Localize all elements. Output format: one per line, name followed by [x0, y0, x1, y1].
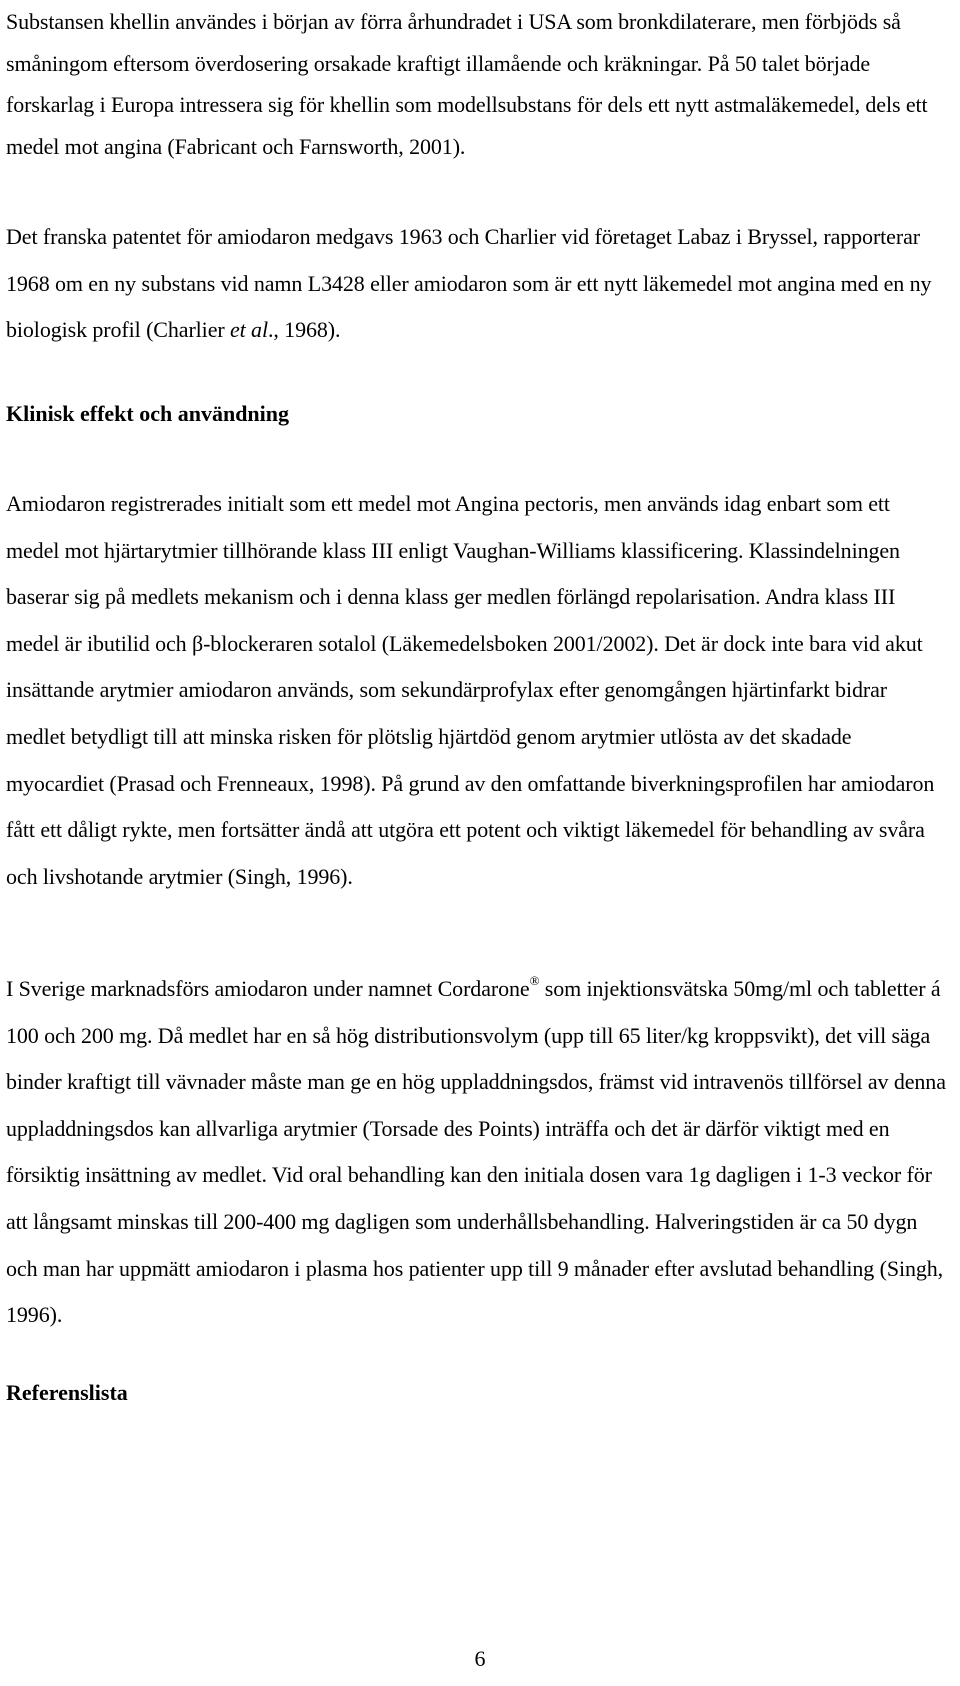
page-number: 6 — [474, 1646, 486, 1671]
section-heading-references: Referenslista — [6, 1380, 128, 1405]
section-heading-clinical-effect: Klinisk effekt och användning — [6, 401, 290, 426]
paragraph-khellin-history: Substansen khellin användes i början av förra århundradet i USA som bronkdilaterare, men förbjöds så småningom eftersom överdosering orsakade kraftigt illamående och kräkningar. På 50 talet började forskarlag i Europa intressera sig för khellin som modellsubstans för dels ett nytt astmaläkemedel, dels ett medel mot angina (Fabricant och Farnsworth, 2001). — [6, 9, 928, 160]
dosing-text-rest: som injektionsvätska 50mg/ml och tabletter á 100 och 200 mg. Då medlet har en så hög distributionsvolym (upp till 65 liter/kg kroppsvikt), det vill säga binder kraftigt till vävnader måste man ge en hög uppladdningsdos, främst vid intravenös tillförsel av denna uppladdningsdos kan allvarliga arytmier (Torsade des Points) inträffa och det är därför viktigt med en försiktig insättning av medlet. Vid oral behandling kan den initiala dosen vara 1g dagligen i 1-3 veckor för att långsamt minskas till 200-400 mg dagligen som underhållsbehandling. Halveringstiden är ca 50 dygn och man har uppmätt amiodaron i plasma hos patienter upp till 9 månader efter avslutad behandling (Singh, 1996). — [6, 976, 946, 1328]
paragraph-amiodarone-patent — [6, 214, 946, 354]
paragraph-sweden-dosing — [6, 966, 946, 1339]
paragraph-clinical-use: Amiodaron registrerades initialt som ett medel mot Angina pectoris, men används idag enbart som ett medel mot hjärtarytmier tillhörande klass III enligt Vaughan-Williams klassificering. Klassindelningen baserar sig på medlets mekanism och i denna klass ger medlen förlängd repolarisation. Andra klass III medel är ibutilid och β-blockeraren sotalol (Läkemedelsboken 2001/2002). Det är dock inte bara vid akut insättande arytmier amiodaron används, som sekundärprofylax efter genomgången hjärtinfarkt bidrar medlet betydligt till att minska risken för plötslig hjärtdöd genom arytmier utlösta av det skadade myocardiet (Prasad och Frenneaux, 1998). På grund av den omfattande biverkningsprofilen har amiodaron fått ett dåligt rykte, men fortsätter ändå att utgöra ett potent och viktigt läkemedel för behandling av svåra och livshotande arytmier (Singh, 1996). — [6, 491, 935, 889]
dosing-text-start: I Sverige marknadsförs amiodaron under namnet Cordarone — [6, 976, 530, 1001]
patent-text: Det franska patentet för amiodaron medgavs 1963 och Charlier vid företaget Labaz i Bryssel, rapporterar 1968 om en ny substans vid namn L3428 eller amiodaron som är ett nytt läkemedel mot angina med en ny biologisk profil (Charlier — [6, 224, 932, 343]
registered-mark: ® — [529, 973, 540, 988]
patent-citation-end: ., 1968). — [267, 317, 341, 343]
et-al-italic: et al — [229, 317, 268, 343]
